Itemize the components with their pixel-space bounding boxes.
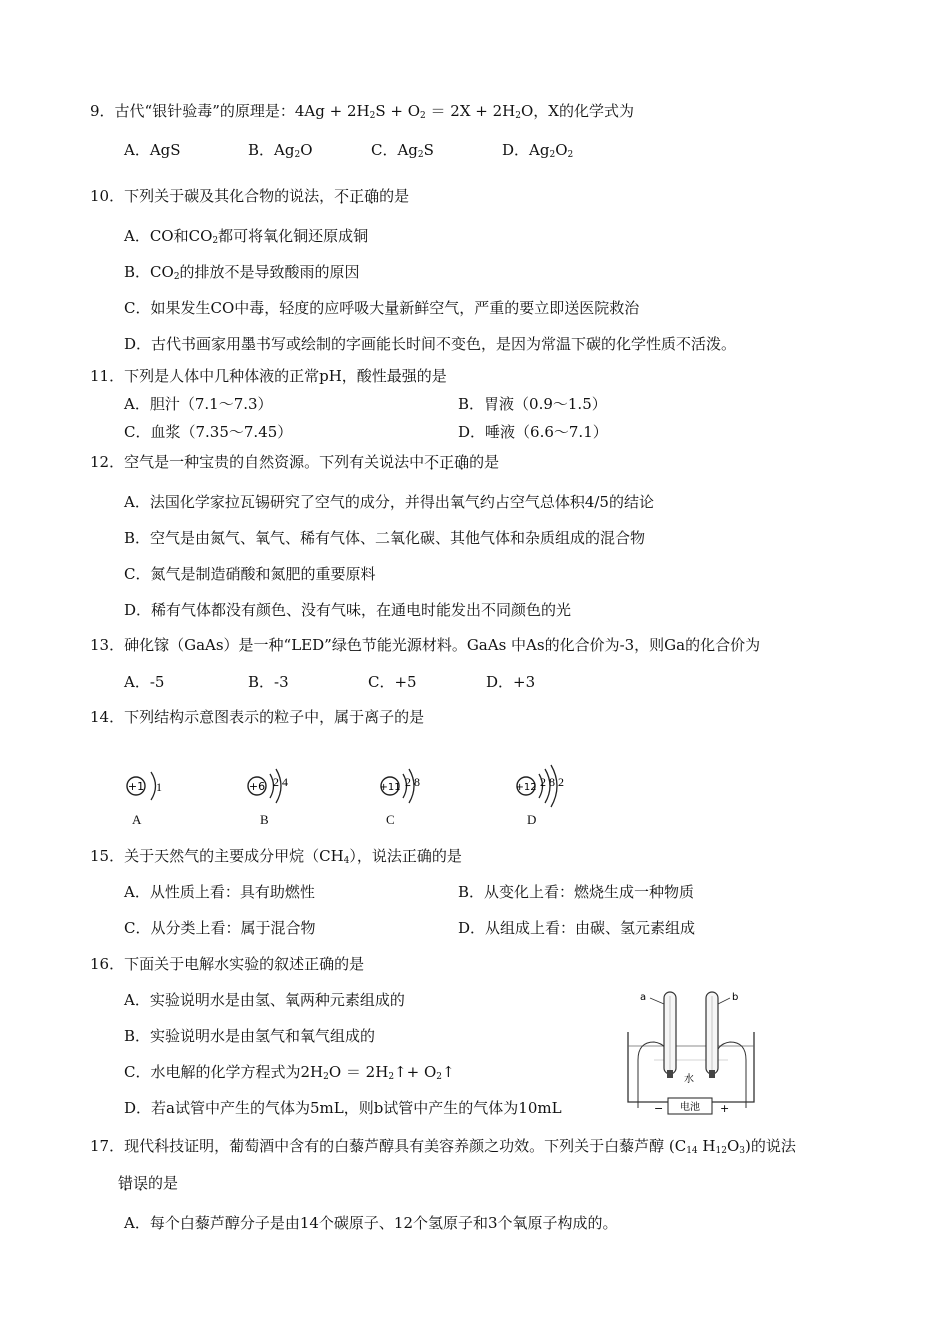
q13-option-c: C．+5: [368, 673, 417, 691]
q12-option-b: B．空气是由氮气、氧气、稀有气体、二氧化碳、其他气体和杂质组成的混合物: [124, 529, 646, 547]
q13-option-d: D．+3: [486, 673, 536, 691]
q15-option-b: B．从变化上看：燃烧生成一种物质: [458, 883, 695, 901]
battery-label: 电池: [680, 1102, 700, 1113]
atom-label-d: D: [527, 812, 537, 827]
q10-option-b: B．$CO_2$的排放不是导致酸雨的原因: [124, 263, 360, 282]
atom-c-nucleus: +11: [379, 782, 401, 793]
q11-option-b: B．胃液（0.9～1.5）: [458, 395, 607, 413]
q13-option-b: B．-3: [248, 673, 289, 691]
q9-option-b: B．$Ag_2O$: [248, 141, 313, 160]
q17-stem-line2: 错误的是: [118, 1174, 179, 1192]
atom-c-shells: 2 8: [405, 775, 420, 789]
atom-b-shells: 2 4: [273, 775, 288, 789]
q11-stem: 11．下列是人体中几种体液的正常pH，酸性最强的是: [90, 367, 447, 385]
q9-option-a: A．AgS: [124, 141, 181, 159]
q9-option-c: C．$Ag_2S$: [371, 141, 434, 160]
atom-label-b: B: [260, 812, 269, 827]
q11-option-d: D．唾液（6.6～7.1）: [458, 423, 608, 441]
q12-option-a: A．法国化学家拉瓦锡研究了空气的成分，并得出氧气约占空气总体积4/5的结论: [124, 493, 654, 511]
battery-plus: +: [720, 1102, 730, 1115]
q10-option-d: D．古代书画家用墨书写或绘制的字画能长时间不变色，是因为常温下碳的化学性质不活泼。: [124, 335, 737, 353]
q16-stem: 16．下面关于电解水实验的叙述正确的是: [90, 955, 365, 973]
q17-stem: 17．现代科技证明，葡萄酒中含有的白藜芦醇具有美容养颜之功效。下列关于白藜芦醇 ($C_{14}$ $H_{12}O_3$)的说法: [90, 1137, 796, 1156]
atom-label-c: C: [386, 812, 395, 827]
atom-diagram-b: [248, 769, 288, 803]
q10-stem: 10．下列关于碳及其化合物的说法，不正确的是: [90, 187, 410, 205]
q12-option-d: D．稀有气体都没有颜色、没有气味，在通电时能发出不同颜色的光: [124, 601, 572, 619]
atom-label-a: A: [132, 812, 142, 827]
electrolysis-apparatus-diagram: [624, 986, 760, 1118]
q15-option-a: A．从性质上看：具有助燃性: [124, 883, 315, 901]
tube-a-label: a: [640, 992, 647, 1003]
q10-option-c: C．如果发生CO中毒，轻度的应呼吸大量新鲜空气，严重的要立即送医院救治: [124, 299, 640, 317]
q12-stem: 12．空气是一种宝贵的自然资源。下列有关说法中不正确的是: [90, 453, 500, 471]
q14-stem: 14．下列结构示意图表示的粒子中，属于离子的是: [90, 708, 425, 726]
tube-b-label: b: [732, 992, 739, 1003]
q9-stem: 9．古代“银针验毒”的原理是：$4Ag + 2H_2S + O_2 = 2X + 2H_2O$，X的化学式为: [90, 102, 634, 121]
atom-d-nucleus: +12: [515, 782, 537, 793]
q17-option-a: A．每个白藜芦醇分子是由14个碳原子、12个氢原子和3个氧原子构成的。: [124, 1214, 618, 1232]
q11-option-a: A．胆汁（7.1～7.3）: [124, 395, 273, 413]
atom-a-shells: 1: [156, 780, 162, 794]
battery-minus: −: [654, 1102, 664, 1115]
q16-option-c: C．水电解的化学方程式为$2H_2O$ ＝ $2H_2↑+$ $O_2↑$: [124, 1063, 455, 1082]
q15-option-d: D．从组成上看：由碳、氢元素组成: [458, 919, 696, 937]
q10-option-a: A．CO和$CO_2$都可将氧化铜还原成铜: [124, 227, 369, 246]
q13-stem: 13．砷化镓（GaAs）是一种“LED”绿色节能光源材料。GaAs 中As的化合价为-3，则Ga的化合价为: [90, 636, 761, 654]
water-label: 水: [684, 1074, 694, 1085]
atom-d-shells: 2 8 2: [540, 775, 564, 789]
q13-option-a: A．-5: [124, 673, 165, 691]
q16-option-b: B．实验说明水是由氢气和氧气组成的: [124, 1027, 376, 1045]
q16-option-d: D．若a试管中产生的气体为5mL，则b试管中产生的气体为10mL: [124, 1099, 562, 1117]
atom-diagram-c: [379, 769, 420, 803]
atom-b-nucleus: +6: [248, 780, 266, 793]
q9-option-d: D．$Ag_2O_2$: [502, 141, 574, 160]
q11-option-c: C．血浆（7.35～7.45）: [124, 423, 293, 441]
atom-diagram-a: [127, 772, 162, 800]
q15-stem: 15．关于天然气的主要成分甲烷$(CH_4)$，说法正确的是: [90, 847, 462, 866]
q12-option-c: C．氮气是制造硝酸和氮肥的重要原料: [124, 565, 376, 583]
atom-structure-diagrams: [118, 760, 598, 820]
atom-a-nucleus: +1: [127, 780, 145, 793]
q15-option-c: C．从分类上看：属于混合物: [124, 919, 316, 937]
atom-diagram-d: [515, 765, 564, 807]
q16-option-a: A．实验说明水是由氢、氧两种元素组成的: [124, 991, 405, 1009]
